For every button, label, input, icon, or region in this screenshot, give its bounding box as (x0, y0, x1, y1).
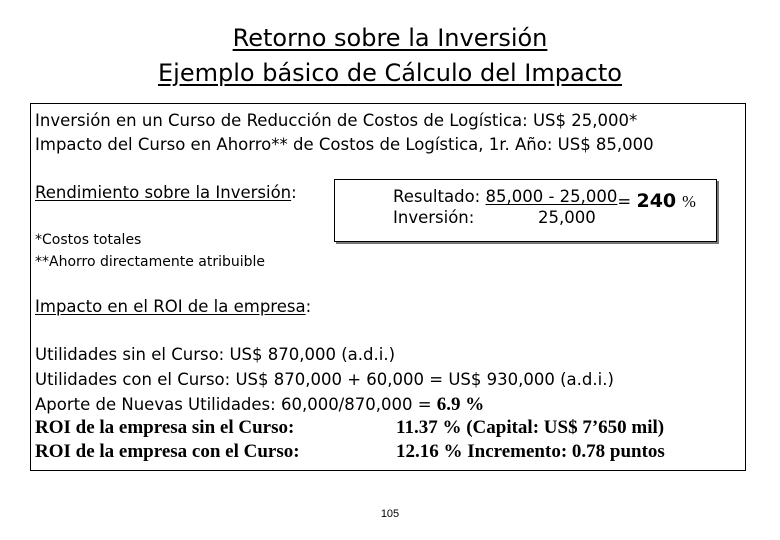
intro-impacto: Impacto del Curso en Ahorro** de Costos de Logística, 1r. Año: US$ 85,000 (35, 135, 654, 154)
utilidades-sin: Utilidades sin el Curso: US$ 870,000 (a.d.i.) (35, 345, 396, 364)
title-line-2: Ejemplo básico de Cálculo del Impacto (158, 59, 622, 87)
roi-con-label: ROI de la empresa con el Curso: (35, 441, 300, 462)
rendimiento-colon: : (291, 183, 297, 202)
impacto-roi-label: Impacto en el ROI de la empresa (35, 297, 306, 316)
intro-inversion: Inversión en un Curso de Reducción de Costos de Logística: US$ 25,000* (35, 111, 638, 130)
rendimiento-label: Rendimiento sobre la Inversión (35, 183, 292, 202)
percent-sign: % (682, 192, 696, 211)
roi-sin-label: ROI de la empresa sin el Curso: (35, 417, 295, 438)
title-line-1: Retorno sobre la Inversión (232, 24, 548, 52)
formula-resultado (393, 185, 696, 212)
formula-inversion-value: 25,000 (538, 208, 596, 227)
note-ahorro: **Ahorro directamente atribuible (35, 254, 266, 270)
equals-sign: = (617, 192, 637, 211)
aporte-text: Aporte de Nuevas Utilidades: 60,000/870,000 = (35, 395, 437, 414)
utilidades-con: Utilidades con el Curso: US$ 870,000 + 60,000 = US$ 930,000 (a.d.i.) (35, 370, 614, 389)
aporte-value: 6.9 % (436, 394, 485, 415)
roi-value: 240 (636, 190, 677, 212)
impacto-roi-colon: : (305, 297, 312, 316)
roi-con-value: 12.16 % Incremento: 0.78 puntos (396, 441, 665, 462)
rendimiento-heading (35, 183, 297, 202)
impacto-roi-heading (35, 297, 311, 316)
page-number: 105 (380, 508, 400, 520)
aporte-utilidades (35, 394, 484, 416)
resultado-label: Resultado: (393, 187, 486, 206)
formula-inversion-label: Inversión: (393, 208, 475, 227)
resultado-formula: 85,000 - 25,000 (485, 187, 618, 206)
roi-sin-value: 11.37 % (Capital: US$ 7’650 mil) (396, 417, 665, 438)
note-costos: *Costos totales (35, 232, 142, 248)
